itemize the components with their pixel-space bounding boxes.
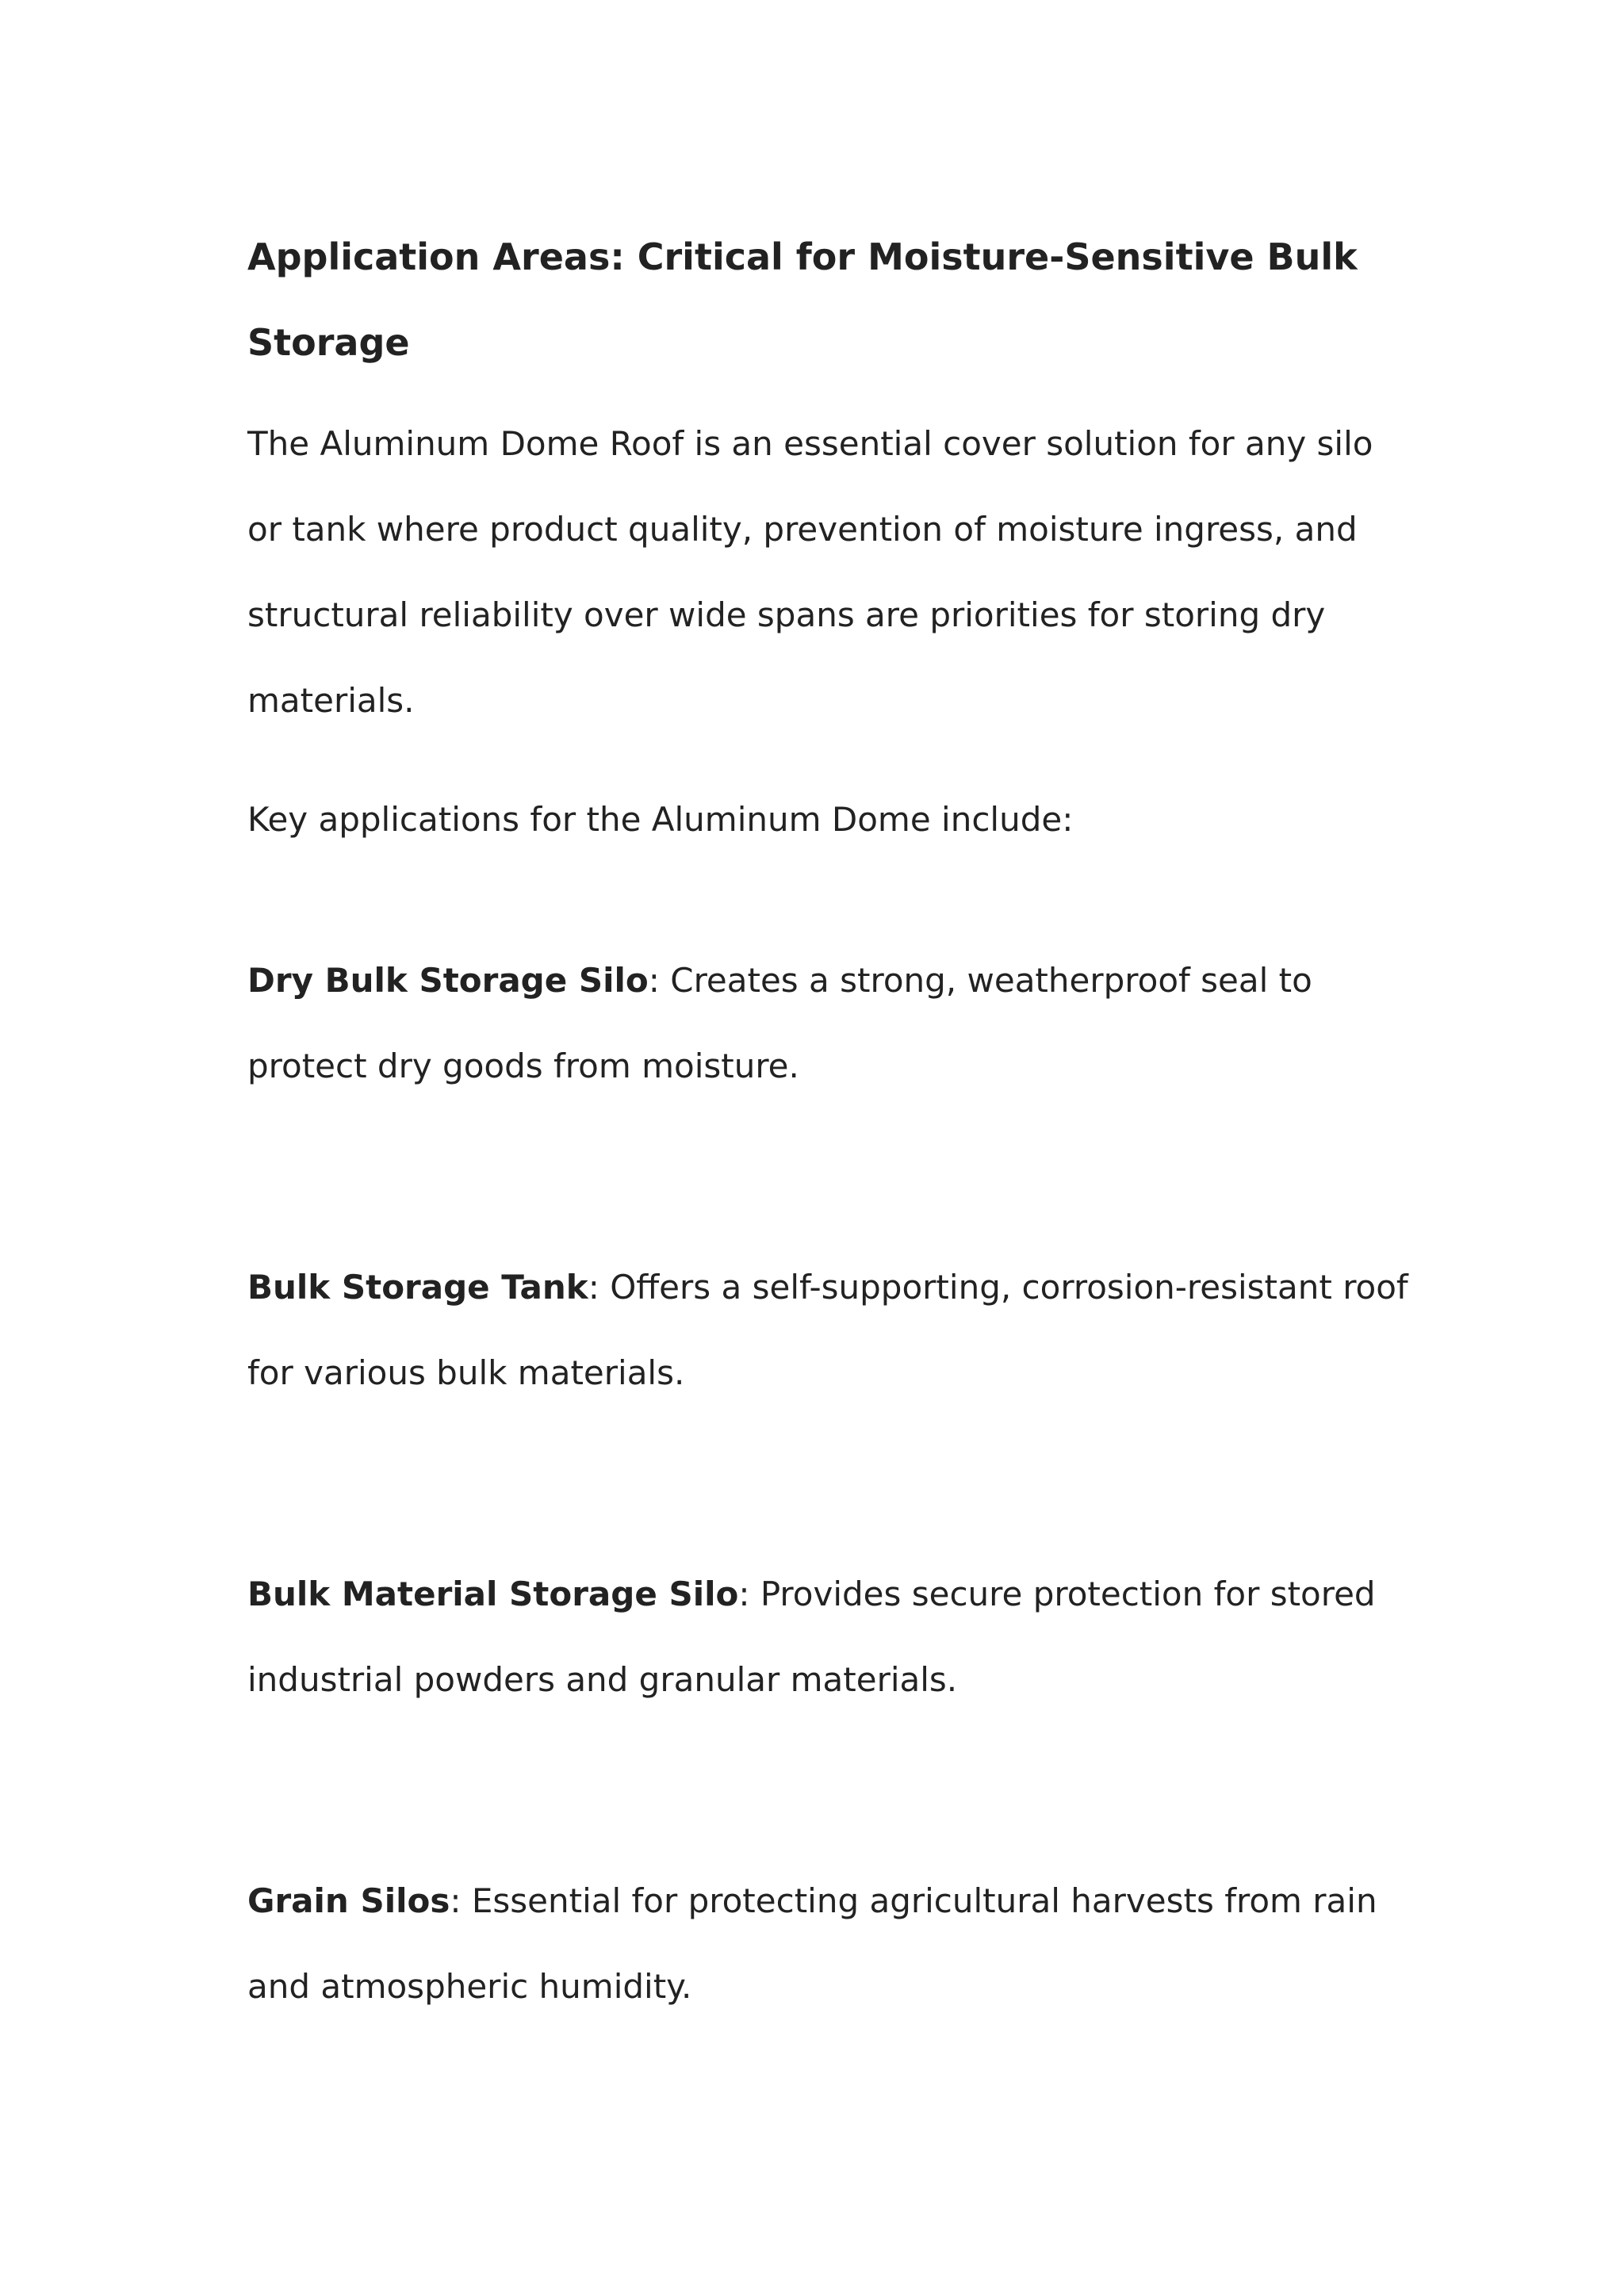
application-item — [247, 1245, 1413, 1416]
application-description: : Offers a self-supporting, corrosion-resistant roof for various bulk materials. — [247, 1268, 1408, 1392]
applications-lead-paragraph: Key applications for the Aluminum Dome include: — [247, 800, 1074, 839]
application-term: Bulk Storage Tank — [247, 1268, 588, 1307]
application-term: Dry Bulk Storage Silo — [247, 961, 649, 1000]
section-heading: Application Areas: Critical for Moisture-Sensitive Bulk Storage — [247, 235, 1358, 364]
application-description: : Creates a strong, weatherproof seal to protect dry goods from moisture. — [247, 961, 1312, 1085]
application-term: Bulk Material Storage Silo — [247, 1575, 739, 1613]
application-description: : Provides secure protection for stored industrial powders and granular materials. — [247, 1575, 1376, 1699]
application-description: : Essential for protecting agricultural harvests from rain and atmospheric humidity. — [247, 1881, 1377, 2006]
intro-paragraph: The Aluminum Dome Roof is an essential cover solution for any silo or tank where product quality, prevention of moisture ingress, and structural reliability over wide spans are priorities for storing dry materials. — [247, 424, 1373, 720]
application-item — [247, 1858, 1413, 2030]
application-item — [247, 938, 1413, 1109]
application-item — [247, 1552, 1413, 1723]
application-term: Grain Silos — [247, 1881, 450, 1920]
